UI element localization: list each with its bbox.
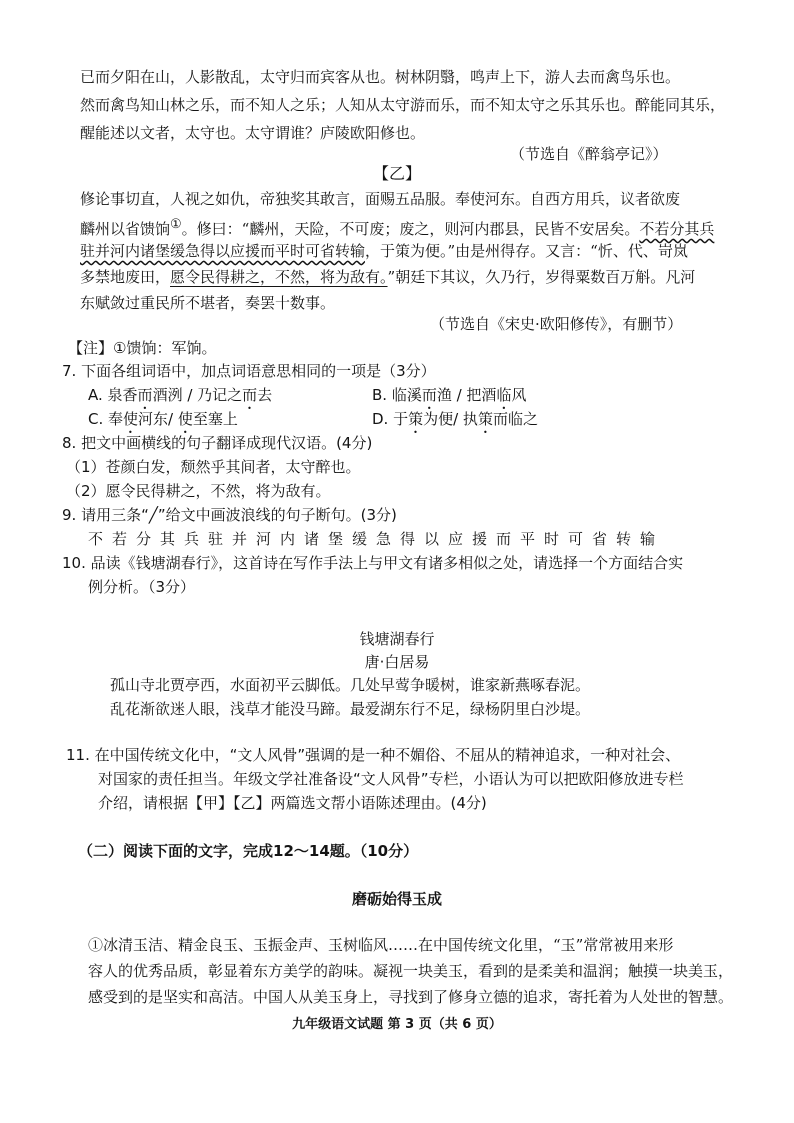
q7-b-dotted-2: 临: [496, 386, 512, 404]
q7-c-text: C. 奉: [88, 410, 124, 428]
q7-a-text-end: 去: [257, 386, 273, 404]
poem-line-1: 孤山寺北贾亭西，水面初平云脚低。几处早莺争暖树，谁家新燕啄春泥。: [110, 676, 591, 694]
question-9-stem: 9. 请用三条“╱”给文中画波浪线的句子断句。(3分): [62, 506, 397, 524]
question-11-line-3: 介绍，请根据【甲】【乙】两篇选文帮小语陈述理由。(4分): [98, 794, 487, 812]
q7-c-text-mid: 河东/: [138, 410, 178, 428]
q7-d-dotted-1: 策: [408, 410, 424, 428]
q7-b-text: B. 临溪: [372, 386, 422, 404]
q7-a-text-mid: 酒洌 / 乃记之: [152, 386, 243, 404]
yi-line-4-text-b: ”朝廷下其议，久乃行，岁得粟数百万斛。凡河: [387, 268, 696, 286]
question-8-stem: 8. 把文中画横线的句子翻译成现代汉语。(4分): [62, 434, 373, 452]
jia-line-1: 已而夕阳在山，人影散乱，太守归而宾客从也。树林阴翳，鸣声上下，游人去而禽鸟乐也。: [80, 68, 681, 86]
article-p1-line-2: 容人的优秀品质，彰显着东方美学的韵味。凝视一块美玉，看到的是柔美和温润；触摸一块美玉，: [88, 962, 734, 980]
q8-sentence-2: （2）愿令民得耕之，不然，将为敌有。: [66, 482, 331, 500]
jia-line-3: 醒能述以文者，太守也。太守谓谁？庐陵欧阳修也。: [80, 124, 426, 142]
q7-a-dotted-2: 而: [242, 386, 258, 404]
q7-d-text-mid: 为便/ 执: [423, 410, 478, 428]
question-11-line-2: 对国家的责任担当。年级文学社准备设“文人风骨”专栏，小语认为可以把欧阳修放进专栏: [98, 770, 684, 788]
question-10-line-1: 10. 品读《钱塘湖春行》，这首诗在写作手法上与甲文有诸多相似之处，请选择一个方面结合实: [62, 554, 684, 572]
yi-line-2-text-a: 麟州以省馈饷: [80, 220, 171, 238]
yi-line-4-text-a: 多禁地废田，: [80, 268, 171, 286]
q7-b-text-mid: 渔 / 把酒: [436, 386, 497, 404]
poem-author: 唐·白居易: [364, 653, 430, 671]
underlined-sentence: 愿令民得耕之，不然，将为敌有。: [170, 268, 388, 286]
q7-d-text: D. 于: [372, 410, 409, 428]
footnote: 【注】①馈饷：军饷。: [68, 339, 217, 357]
q7-option-d: [372, 408, 538, 437]
yi-header: 【乙】: [372, 164, 421, 183]
q9-sentence: 不若分其兵驻并河内诸堡缓急得以应援而平时可省转输: [88, 530, 665, 548]
question-7-stem: 7. 下面各组词语中，加点词语意思相同的一项是（3分）: [62, 362, 436, 380]
wavy-underlined-sentence-part-2: 驻并河内诸堡缓急得以应援而平时可省转输: [80, 242, 366, 260]
q7-c-dotted-1: 使: [123, 410, 139, 428]
q7-a-dotted-1: 而: [137, 386, 153, 404]
q7-b-text-end: 风: [511, 386, 527, 404]
q7-b-dotted-1: 而: [421, 386, 437, 404]
footnote-marker: ①: [170, 217, 182, 232]
page-footer: 九年级语文试题 第 3 页（共 6 页）: [292, 1017, 502, 1032]
question-11-line-1: 11. 在中国传统文化中，“文人风骨”强调的是一种不媚俗、不屈从的精神追求，一种对社会、: [66, 746, 681, 764]
q7-d-text-end: 而临之: [492, 410, 538, 428]
q7-c-dotted-2: 使: [177, 410, 193, 428]
jia-line-2: 然而禽鸟知山林之乐，而不知人之乐；人知从太守游而乐，而不知太守之乐其乐也。醉能同其乐，: [80, 96, 726, 114]
yi-line-2: [80, 214, 714, 240]
poem-title: 钱塘湖春行: [359, 630, 435, 648]
poem-line-2: 乱花渐欲迷人眼，浅草才能没马蹄。最爱湖东行不足，绿杨阴里白沙堤。: [110, 700, 591, 718]
article-p1-line-3: 感受到的是坚实和高洁。中国人从美玉身上，寻找到了修身立德的追求，寄托着为人处世的智慧。: [88, 988, 734, 1006]
yi-line-3: [80, 240, 688, 262]
article-p1-line-1: ①冰清玉洁、精金良玉、玉振金声、玉树临风……在中国传统文化里，“玉”常常被用来形: [88, 936, 674, 954]
wavy-underlined-sentence-part-1: 不若分其兵: [639, 220, 715, 238]
question-10-line-2: 例分析。（3分）: [88, 578, 196, 596]
yi-line-1: 修论事切直，人视之如仇，帝独奖其敢言，面赐五品服。奉使河东。自西方用兵，议者欲废: [80, 190, 681, 208]
q7-c-text-end: 至塞上: [192, 410, 238, 428]
q7-d-dotted-2: 策: [477, 410, 493, 428]
yi-line-2-text-b: 。修曰：“麟州，天险，不可废；废之，则河内郡县，民皆不安居矣。: [181, 220, 640, 238]
article-title: 磨砺始得玉成: [351, 890, 442, 908]
yi-source: （节选自《宋史·欧阳修传》，有删节）: [430, 315, 683, 333]
q8-sentence-1: （1）苍颜白发，颓然乎其间者，太守醉也。: [66, 458, 361, 476]
yi-line-4: [80, 266, 695, 288]
yi-line-5: 东赋敛过重民所不堪者，奏罢十数事。: [80, 294, 336, 312]
jia-source: （节选自《醉翁亭记》）: [510, 145, 668, 163]
section-2-heading: （二）阅读下面的文字，完成12～14题。（10分）: [78, 842, 419, 860]
q7-a-text: A. 泉香: [88, 386, 138, 404]
yi-line-3-text-b: ，于策为便。”由是州得存。又言：“忻、代、岢岚: [365, 242, 688, 260]
